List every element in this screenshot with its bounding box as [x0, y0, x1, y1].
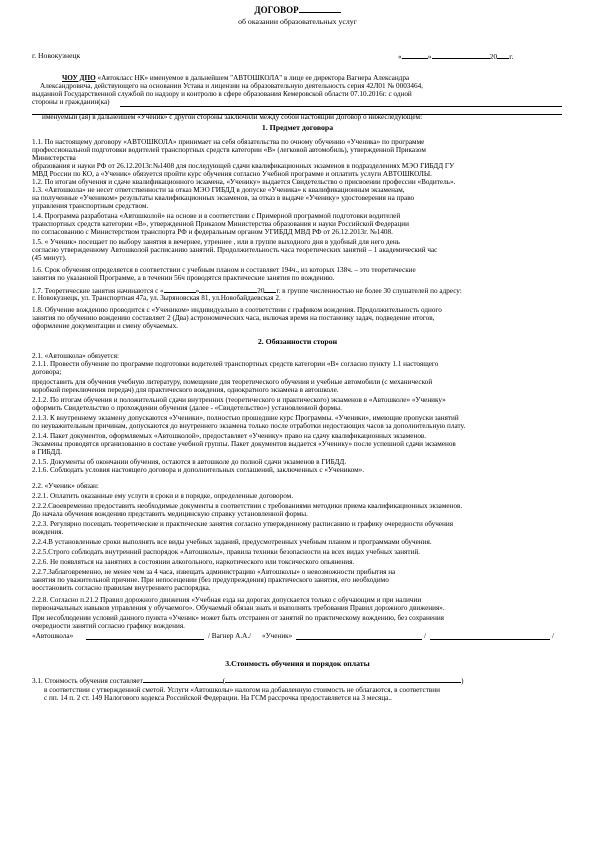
contract-date [398, 52, 513, 61]
director-name: / Вагнер А.А./ [208, 632, 252, 640]
student-signature-line [296, 639, 422, 640]
document-title [0, 6, 595, 14]
signature-slash-end: / [552, 632, 554, 640]
s1-line: занятия по обучению вождению составляет 2 (Два) астрономических часа, включая время на постановку задач, подведение итогов, [32, 314, 435, 322]
preamble-line-1 [62, 74, 409, 82]
s2-line: 2.2.4.В установленные сроки выполнять все виды учебных заданий, предусмотренных учебным планом и программами обучения. [32, 538, 432, 546]
s1-line: 1.1. По настоящему договору «АВТОШКОЛА» принимает на себя обязательства по очному обучению «Ученика» по программе [32, 138, 425, 146]
section-2-heading: 2. Обязанности сторон [257, 337, 338, 346]
cost-line [32, 676, 464, 685]
section-3-heading: 3.Стоимость обучения и порядок оплаты [225, 659, 370, 668]
start-day-blank [164, 286, 196, 293]
cost-paren-close: ) [461, 677, 464, 685]
s2-line: Экзамены проводятся организованно в составе учебной группы. Пакет документов выдается «Ученику» после успешной сдачи экзаменов [32, 440, 456, 448]
s2-line: До начала обучения вождению представить медицинскую справку установленной формы. [32, 510, 308, 518]
s1-line: оформление документации и смену обучаемых. [32, 322, 178, 330]
s1-line: по согласованию с Министерством транспорта РФ и федеральным органом УГИБДД МВД РФ от 26.12.2013г. №1408. [32, 228, 393, 236]
school-signature-line [86, 639, 204, 640]
s2-line: 2.2.6. Не появляться на занятиях в состоянии алкогольного, наркотического или токсического опьянения. [32, 558, 355, 566]
contract-number-blank [299, 6, 341, 13]
s2-line: 2.2.1. Оплатить оказанные ему услуги в сроки и в порядке, определенные договором. [32, 492, 294, 500]
s1-line: согласно утвержденному Автошколой расписанию занятий. Продолжительность часа теоретических занятий – 1 академический час [32, 246, 438, 254]
s2-line: 2.1.1. Провести обучение по программе подготовки водителей транспортных средств категории «В» согласно пункту 1.1 настоящего [32, 360, 439, 368]
start-date-tail: г. в группе численностью не более 30 слушателей по адресу: [276, 287, 462, 295]
s3-line: в соответствии с утвержденной сметой. Услуги «Автошколы» налогом на добавленную стоимость не облагаются, в соответствии [44, 686, 440, 694]
s1-line: профессиональной подготовки водителей транспортных средств категории «В» (легковой автомобиль), утвержденной Приказом [32, 146, 426, 154]
s1-line: МВД России по КО, а «Ученик» обязуется пройти курс обучения согласно Учебной программе и оплатить услуги АВТОШКОЛЫ. [32, 170, 432, 178]
s2-line: восстановить согласно правилам внутреннего распорядка. [32, 584, 211, 592]
s1-line: (45 минут). [32, 254, 67, 262]
s1-line: 1.5. « Ученик» посещает по выбору занятия в вечернее, утреннее , или в группе выходного дня в удобный для него день [32, 238, 400, 246]
date-quote-close: » [427, 52, 432, 61]
s2-line: оформить Свидетельство о прохождении обучения (далее - «Свидетельство») установленной формы. [32, 404, 342, 412]
section-1-heading: 1. Предмет договора [261, 123, 334, 132]
signature-slash: / [424, 632, 426, 640]
student-name-blank [120, 106, 562, 107]
s1-line: занятия по указанной Программе, а в течении 56ч проводятся практические занятия по вождению. [32, 274, 335, 282]
s2-line: 2.1.3. К внутреннему экзамену допускаются «Ученики», полностью прошедшие курс Программы. «Ученики», имеющие пропуски занятий [32, 414, 459, 422]
s1-line: транспортных средств категории «В», утвержденной Приказом Министерства образования и науки Российской Федерации [32, 220, 409, 228]
s2-line: очередности занятий согласно графику вождения. [32, 622, 185, 630]
s3-line: с пп. 14 п. 2 ст. 149 Налогового кодекса Российской Федерации. На ГСМ рассрочка предоставляется на 3 месяца.. [44, 694, 392, 702]
s1-line: управления транспортным средством. [32, 202, 149, 210]
preamble-line-1-text: «Автокласс НК» именуемое в дальнейшем "АВТОШКОЛА" в лице ее директора Вагнера Александра [95, 74, 410, 82]
document-subtitle: об оказании образовательных услуг [238, 17, 357, 26]
date-day-blank [402, 52, 428, 59]
school-name: ЧОУ ДПО [62, 74, 96, 82]
s1-line: 1.8. Обучение вождению проводится с «Учеником» индивидуально в соответствии с графиком вождения. Продолжительность одного [32, 306, 442, 314]
s2-line: по неуважительным причинам, допускаются до внутреннего экзамена только после отработки недостающих часов за дополнительную плату. [32, 422, 466, 430]
cost-label: 3.1. Стоимость обучения составляет [32, 677, 143, 685]
city: г. Новокузнецк [32, 51, 81, 60]
cost-words-blank [222, 676, 464, 685]
title-text: ДОГОВОР [254, 5, 299, 15]
date-year-prefix: 20 [489, 52, 498, 61]
s1-line: г. Новокузнецк, ул. Транспортная 47а, ул. Зыряновская 81, ул.Новобайдаевская 2. [32, 294, 281, 302]
s2-line: коробкой переключения передач) для практического вождения, однократного экзамена в автошколе. [32, 386, 339, 394]
student-signature-label: «Ученик» [262, 632, 293, 640]
preamble-line-3: выданной Государственной службой по надзору и контролю в сфере образования Кемеровской области 07.10.2016г. с одной [32, 90, 412, 98]
s2-line: 2.2.2.Своевременно предоставить необходимые документы в соответствии с требованиями методики приема квалификационных экзаменов. [32, 502, 463, 510]
s2-line: 2.2.8. Согласно п.21.2 Правил дорожного движения «Учебная езда на дорогах допускается только с обучающим и при наличии [32, 596, 422, 604]
start-date-quote: » [195, 287, 200, 295]
date-quote-open: « [398, 52, 402, 61]
preamble-line-2: Александровича, действующего на основании Устава и лицензии на образовательную деятельность серия 42Л01 № 0003464, [40, 82, 423, 90]
student-name-line [430, 639, 550, 640]
s2-line: 2.1.4. Пакет документов, оформляемых «Автошколой», предоставляет «Ученику» право на сдачу квалификационных экзаменов. [32, 432, 427, 440]
s2-line: 2.2.5.Строго соблюдать внутренний распорядок «Автошколы», правила техники безопасности на всех видах учебных занятий. [32, 548, 420, 556]
cost-paren-open: ( [222, 677, 226, 685]
s2-line: При несоблюдении условий данного пункта «Ученик» может быть отстранен от занятий по практическому вождению, без сохранения [32, 614, 444, 622]
s2-line: предоставить для обучения учебную литературу, помещение для теоретического обучения и учебные автомобили (с механической [32, 378, 433, 386]
s2-line: 2.2.7.Заблаговременно, не менее чем за 4 часа, извещать администрацию «Автошколы» о невозможности прибытия на [32, 568, 396, 576]
s1-line: 1.3. «Автошкола» не несет ответственности за отказ МЭО ГИБДД в допуске «Ученика» к квалификационным экзаменам, [32, 186, 405, 194]
s1-line: образования и науки РФ от 26.12.2013г.№1408 для последующей сдачи квалификационных экзаменов в подразделениях МЭО ГИБДД ГУ [32, 162, 455, 170]
s1-line: 1.4. Программа разработана «Автошколой» на основе и в соответствии с Примерной программой подготовки водителей [32, 212, 401, 220]
cost-amount-blank [143, 676, 226, 685]
s2-line: 2.1.6. Соблюдать условия настоящего договора и дополнительных соглашений, заключенных с «Учеником». [32, 466, 365, 474]
school-signature-label: «Автошкола» [32, 632, 74, 640]
preamble-line-4: стороны и гражданин(ка) [32, 98, 110, 106]
date-month-blank [432, 52, 490, 59]
start-year-prefix: 20 [257, 287, 265, 295]
preamble-line-5: именуемый (ая) в дальнейшем «Ученик» с другой стороны заключили между собой настоящий Договор о нижеследующем: [42, 113, 423, 121]
start-date-label: 1.7. Теоретические занятия начинаются с « [32, 287, 164, 295]
s2-line: вождения. [32, 528, 64, 536]
s2-line: 2.1.5. Документы об окончании обучения, остаются в автошколе до полной сдачи экзаменов в ГИБДД. [32, 458, 347, 466]
date-suffix: г. [509, 52, 514, 61]
s2-line: 2.2.3. Регулярно посещать теоретические и практические занятия согласно утвержденному расписанию и графику очередности обучения [32, 520, 454, 528]
s2-line: первоначальных навыков управления у обучаемого». Обучаемый обязан знать и выполнять требования Правил дорожного движения». [32, 604, 445, 612]
s2-line: 2.2. «Ученик» обязан: [32, 482, 99, 490]
start-month-blank [199, 286, 257, 293]
start-year-blank [264, 286, 276, 293]
s2-line: 2.1.2. По итогам обучения и положительной сдачи внутренних (теоретического и практического) экзаменов в «Автошколе» «Ученику» [32, 396, 446, 404]
s2-line: 2.1. «Автошкола» обязуется: [32, 352, 120, 360]
s1-line: 1.6. Срок обучения определяется в соответствии с учебным планом и составляет 194ч., из которых 138ч. – это теоретические [32, 266, 416, 274]
s1-line: на полученные «Учеником» результаты квалификационных экзаменов, за отказ в выдаче «Ученику» удостоверения на право [32, 194, 415, 202]
s2-line: договора; [32, 368, 62, 376]
date-year-blank [497, 52, 509, 59]
s1-line: Министерства [32, 154, 76, 162]
s2-line: в ГИБДД. [32, 448, 62, 456]
s2-line: занятия по уважительной причине. При непосещении (без предупреждения) практического занятия, его необходимо [32, 576, 389, 584]
s1-line: 1.2. По итогам обучения и сдаче квалификационного экзамена, «Ученику» выдается Свидетельство о присвоении профессии «Водитель». [32, 178, 456, 186]
